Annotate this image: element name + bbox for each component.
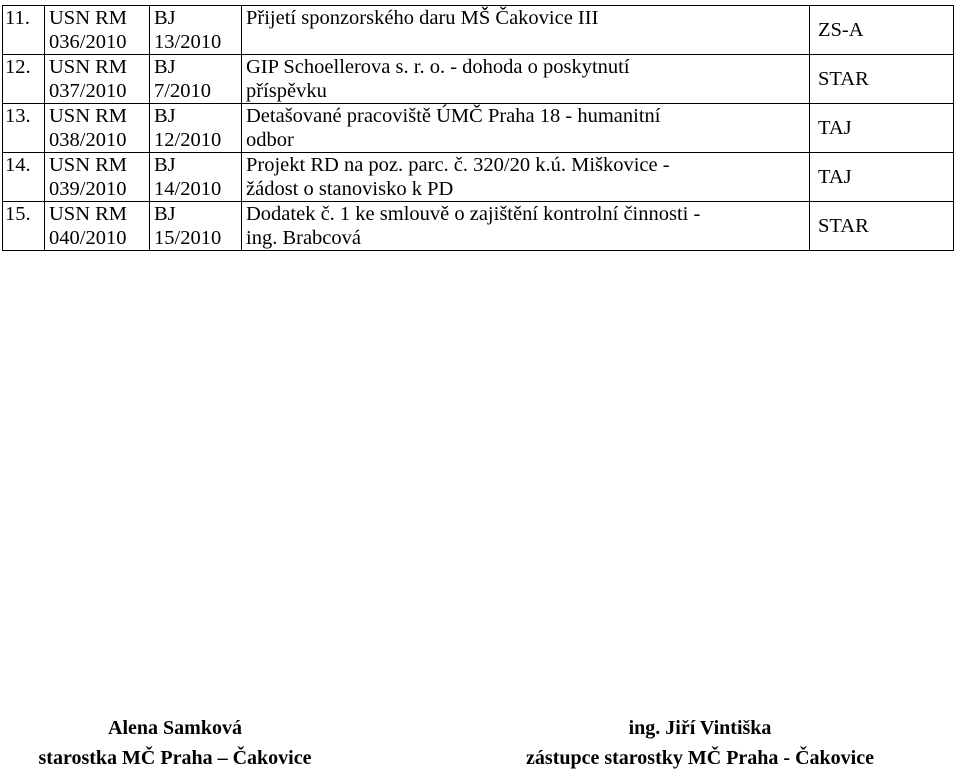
department-code: ZS-A [810,6,954,55]
department-code: STAR [810,55,954,104]
agenda-item-number: BJ 7/2010 [150,55,242,104]
agenda-item-number: BJ 12/2010 [150,104,242,153]
agenda-item-number: BJ 13/2010 [150,6,242,55]
resolution-number: USN RM 040/2010 [45,202,150,251]
department-code: TAJ [810,153,954,202]
subject: Projekt RD na poz. parc. č. 320/20 k.ú. Miškovice - žádost o stanovisko k PD [242,153,810,202]
signature-left [3,713,347,773]
table-row [3,55,954,104]
department-code: STAR [810,202,954,251]
subject: Detašované pracoviště ÚMČ Praha 18 - humanitní odbor [242,104,810,153]
signature-title: zástupce starostky MČ Praha - Čakovice [526,747,874,769]
table-row [3,153,954,202]
signature-title: starostka MČ Praha – Čakovice [38,747,312,769]
row-number: 13. [3,104,45,153]
table-row [3,6,954,55]
subject: Dodatek č. 1 ke smlouvě o zajištění kontrolní činnosti - ing. Brabcová [242,202,810,251]
row-number: 14. [3,153,45,202]
table-row [3,104,954,153]
signature-name: Alena Samková [108,717,242,739]
agenda-table [2,5,954,251]
resolution-number: USN RM 039/2010 [45,153,150,202]
department-code: TAJ [810,104,954,153]
subject: GIP Schoellerova s. r. o. - dohoda o poskytnutí příspěvku [242,55,810,104]
agenda-item-number: BJ 14/2010 [150,153,242,202]
signature-right [480,713,920,773]
row-number: 15. [3,202,45,251]
resolution-number: USN RM 036/2010 [45,6,150,55]
row-number: 11. [3,6,45,55]
row-number: 12. [3,55,45,104]
table-row [3,202,954,251]
resolution-number: USN RM 038/2010 [45,104,150,153]
signature-name: ing. Jiří Vintiška [628,717,772,739]
agenda-item-number: BJ 15/2010 [150,202,242,251]
resolution-number: USN RM 037/2010 [45,55,150,104]
subject: Přijetí sponzorského daru MŠ Čakovice III [242,6,810,55]
